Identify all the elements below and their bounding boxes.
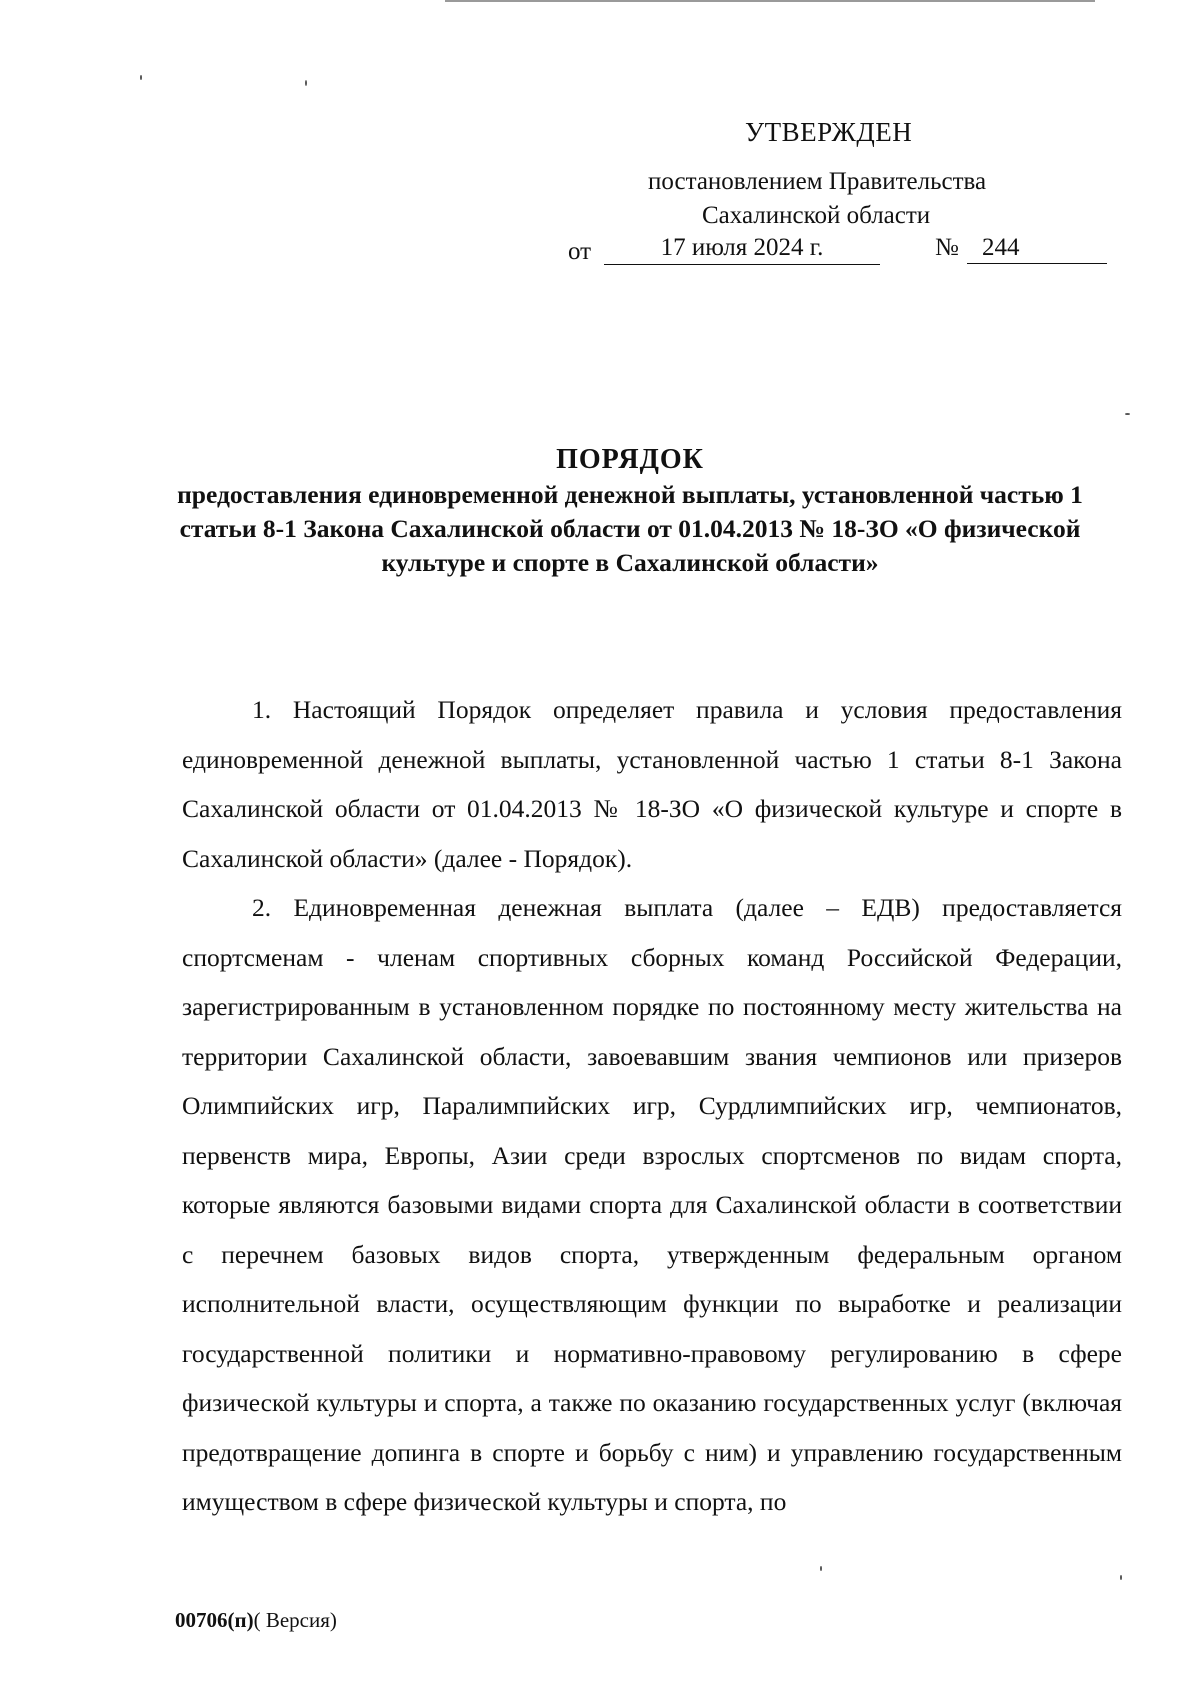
- approval-number: 244: [967, 234, 1107, 264]
- scan-speck: [1120, 1575, 1122, 1580]
- approval-line-region: Сахалинской области: [702, 202, 931, 229]
- number-sign: №: [935, 234, 959, 261]
- scan-speck: [1125, 413, 1130, 415]
- document-subtitle: предоставления единовременной денежной выплаты, установленной частью 1 статьи 8-1 Закона Сахалинской области от 01.04.2013 № 18-ЗО «О физической культуре и спорте в Сахалинской области»: [177, 480, 1083, 577]
- approval-title: УТВЕРЖДЕН: [745, 117, 913, 147]
- paragraph-2: 2. Единовременная денежная выплата (далее – ЕДВ) предоставляется спортсменам - членам спортивных сборных команд Российской Федерации, зарегистрированным в установленном порядке по постоянному месту жительства на территории Сахалинской области, завоевавшим звания чемпионов или призеров Олимпийских игр, Паралимпийских игр, Сурдлимпийских игр, чемпионатов, первенств мира, Европы, Азии среди взрослых спортсменов по видам спорта, которые являются базовыми видами спорта для Сахалинской области в соответствии с перечнем базовых видов спорта, утвержденным федеральным органом исполнительной власти, осуществляющим функции по выработке и реализации государственной политики и нормативно-правовому регулированию в сфере физической культуры и спорта, а также по оказанию государственных услуг (включая предотвращение допинга в спорте и борьбу с ним) и управлению государственным имуществом в сфере физической культуры и спорта, по: [182, 893, 1122, 1516]
- scan-speck: [305, 80, 307, 86]
- from-label: от: [568, 238, 592, 265]
- approval-date: 17 июля 2024 г.: [604, 234, 880, 265]
- scan-speck: [820, 1566, 822, 1571]
- approval-date-row: [560, 234, 1120, 270]
- document-heading: [170, 442, 1090, 580]
- approval-line-resolution: постановлением Правительства: [648, 168, 987, 195]
- document-title: ПОРЯДОК: [556, 444, 704, 475]
- footer-version: ( Версия): [253, 1608, 337, 1632]
- paragraph-1: 1. Настоящий Порядок определяет правила и условия предоставления единовременной денежной выплаты, установленной частью 1 статьи 8-1 Закона Сахалинской области от 01.04.2013 № 18-ЗО «О физической культуре и спорте в Сахалинской области» (далее - Порядок).: [182, 695, 1122, 873]
- scan-border-line: [445, 0, 1095, 2]
- footer-code: 00706(п): [175, 1608, 254, 1632]
- document-body: [182, 685, 1122, 1527]
- scan-speck: [140, 75, 142, 80]
- footer-document-code: [175, 1608, 337, 1633]
